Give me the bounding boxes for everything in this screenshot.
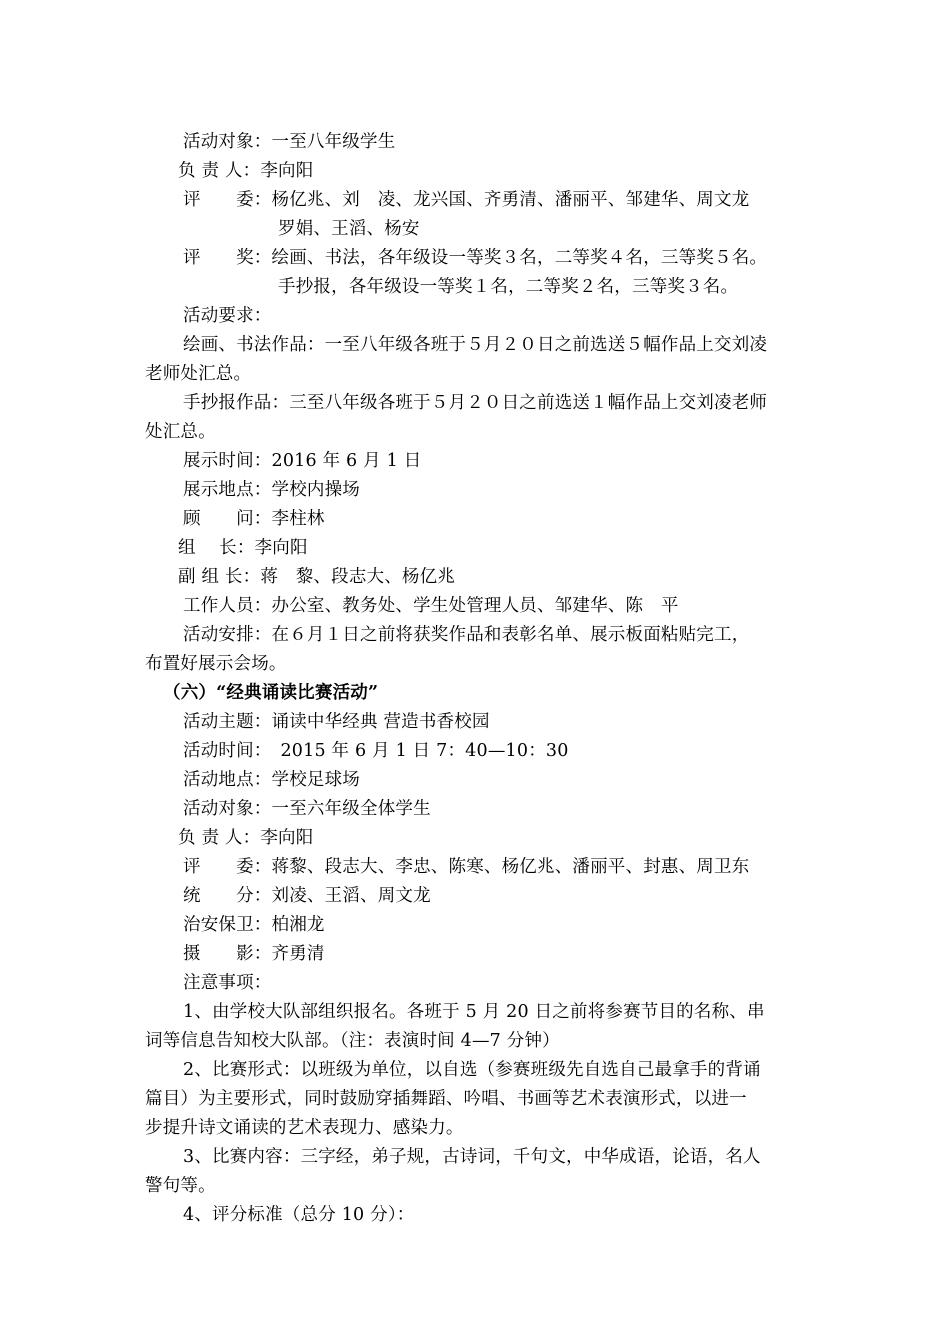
text-line: 统 分：刘凌、王滔、周文龙: [183, 886, 431, 906]
text-line: 绘画、书法作品：一至八年级各班于５月２０日之前选送５幅作品上交刘凌: [183, 335, 768, 355]
text-line: 展示地点：学校内操场: [183, 480, 360, 500]
text-line: 活动对象：一至六年级全体学生: [183, 799, 431, 819]
text-line: 摄 影：齐勇清: [183, 944, 325, 964]
text-line: 篇目）为主要形式，同时鼓励穿插舞蹈、吟唱、书画等艺术表演形式，以进一: [145, 1089, 747, 1109]
text-line: 活动要求：: [183, 306, 272, 326]
text-line: 1、由学校大队部组织报名。各班于 5 月 20 日之前将参赛节目的名称、串: [183, 1002, 765, 1022]
text-line: 顾 问：李柱林: [183, 509, 325, 529]
text-line: 评 委：蒋黎、段志大、李忠、陈寒、杨亿兆、潘丽平、封惠、周卫东: [183, 857, 750, 877]
text-line: 手抄报，各年级设一等奖１名，二等奖２名，三等奖３名。: [278, 277, 739, 297]
text-line: 评 委：杨亿兆、刘 凌、龙兴国、齐勇清、潘丽平、邹建华、周文龙: [183, 190, 750, 210]
text-line: 治安保卫：柏湘龙: [183, 915, 325, 935]
text-line: 组 长：李向阳: [178, 538, 308, 558]
section-heading: （六）“经典诵读比赛活动”: [163, 683, 379, 703]
text-line: 工作人员：办公室、教务处、学生处管理人员、邹建华、陈 平: [183, 596, 679, 616]
text-line: 2、比赛形式：以班级为单位，以自选（参赛班级先自选自己最拿手的背诵: [183, 1060, 761, 1080]
text-line: 活动时间： 2015 年 6 月 1 日 7：40—10：30: [183, 741, 569, 761]
text-line: 步提升诗文诵读的艺术表现力、感染力。: [145, 1118, 464, 1138]
text-line: 词等信息告知校大队部。（注：表演时间 4—7 分钟）: [145, 1031, 560, 1051]
text-line: 活动主题：诵读中华经典 营造书香校园: [183, 712, 490, 732]
text-line: 注意事项：: [183, 973, 272, 993]
text-line: 副 组 长：蒋 黎、段志大、杨亿兆: [178, 567, 456, 587]
text-line: 布置好展示会场。: [145, 654, 287, 674]
text-line: 活动安排：在６月１日之前将获奖作品和表彰名单、展示板面粘贴完工，: [183, 625, 750, 645]
text-line: 处汇总。: [145, 422, 216, 442]
text-line: 4、评分标准（总分 10 分）：: [183, 1205, 415, 1225]
text-line: 老师处汇总。: [145, 364, 252, 384]
text-line: 展示时间：2016 年 6 月 1 日: [183, 451, 422, 471]
text-line: 3、比赛内容：三字经，弟子规，古诗词，千句文，中华成语，论语，名人: [183, 1147, 761, 1167]
text-line: 活动对象：一至八年级学生: [183, 132, 396, 152]
text-line: 负 责 人：李向阳: [178, 161, 314, 181]
text-line: 活动地点：学校足球场: [183, 770, 360, 790]
text-line: 罗娟、王滔、杨安: [278, 219, 420, 239]
text-line: 评 奖：绘画、书法，各年级设一等奖３名，二等奖４名，三等奖５名。: [183, 248, 768, 268]
text-line: 手抄报作品：三至八年级各班于５月２０日之前选送１幅作品上交刘凌老师: [183, 393, 768, 413]
text-line: 负 责 人：李向阳: [178, 828, 314, 848]
text-line: 警句等。: [145, 1176, 216, 1196]
